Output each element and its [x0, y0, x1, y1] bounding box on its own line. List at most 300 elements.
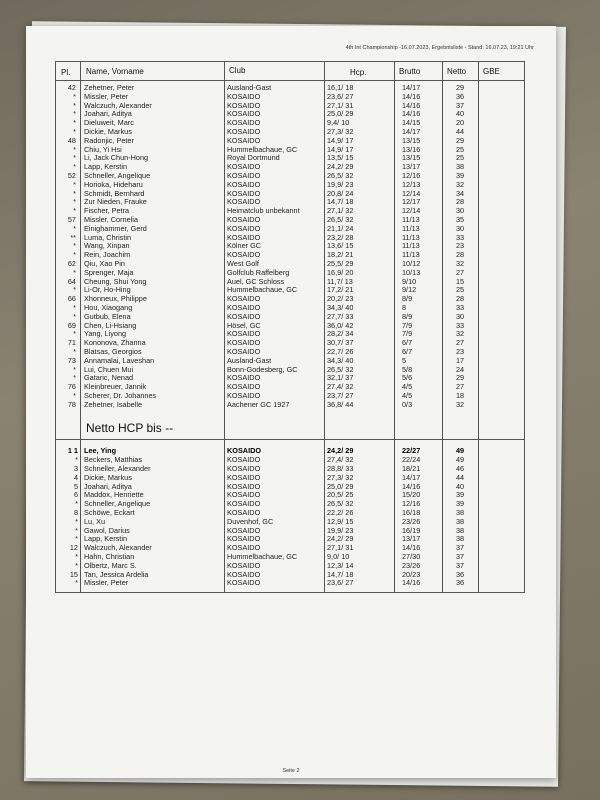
cell-brutto: 13/17: [402, 534, 421, 544]
cell-hcp: 14,7/ 18: [327, 569, 354, 579]
cell-hcp: 34,3/ 40: [327, 302, 354, 312]
cell-netto: 36: [455, 91, 465, 101]
cell-name: Dickie, Markus: [84, 472, 132, 482]
cell-club: KOSAIDO: [227, 472, 261, 482]
cell-pl: *: [73, 241, 76, 251]
cell-club: West Golf: [227, 258, 259, 268]
cell-netto: 36: [455, 578, 465, 588]
cell-name: Chiu, Yi Hsi: [84, 144, 122, 154]
ranking-list: [56, 81, 524, 409]
cell-club: KOSAIDO: [227, 311, 261, 321]
cell-name: Lapp, Kerstin: [84, 162, 127, 172]
cell-club: KOSAIDO: [227, 170, 261, 180]
cell-hcp: 25,5/ 29: [327, 258, 354, 268]
cell-club: KOSAIDO: [227, 446, 262, 456]
section-netto-title: [56, 417, 524, 440]
cell-hcp: 14,9/ 17: [327, 135, 354, 145]
cell-pl: 15: [69, 569, 78, 579]
cell-name: Scherer, Dr. Johannes: [84, 390, 157, 400]
cell-hcp: 21,1/ 24: [327, 223, 354, 233]
cell-brutto: 13/15: [402, 135, 421, 145]
cell-netto: 44: [455, 472, 465, 482]
cell-club: KOSAIDO: [227, 543, 261, 553]
cell-club: KOSAIDO: [227, 390, 261, 400]
cell-hcp: 22,2/ 26: [327, 508, 354, 518]
cell-netto: 25: [455, 285, 465, 295]
cell-pl: 78: [67, 399, 76, 409]
cell-name: Missler, Peter: [84, 91, 129, 101]
cell-brutto: 27/30: [402, 552, 421, 562]
cell-club: KOSAIDO: [227, 126, 261, 136]
cell-name: Dieluweit, Marc: [84, 118, 134, 128]
cell-brutto: 12/16: [402, 170, 421, 180]
cell-brutto: 9/10: [402, 276, 417, 286]
cell-brutto: 8: [402, 302, 407, 312]
cell-hcp: 11,7/ 13: [327, 276, 353, 286]
col-brutto: Brutto: [399, 67, 421, 76]
cell-netto: 38: [455, 508, 465, 518]
cell-netto: 33: [455, 320, 465, 330]
cell-pl: *: [73, 144, 76, 154]
cell-brutto: 11/13: [402, 241, 420, 251]
cell-hcp: 9,0/ 10: [327, 552, 350, 562]
cell-pl: 71: [67, 338, 76, 348]
cell-name: Zehetner, Peter: [84, 83, 135, 92]
cell-brutto: 16/18: [402, 508, 421, 518]
cell-brutto: 16/19: [402, 525, 421, 535]
cell-pl: *: [73, 390, 76, 400]
cell-netto: 39: [455, 490, 465, 500]
cell-name: Kleinbreuer, Jannik: [84, 382, 147, 392]
cell-netto: 38: [455, 162, 465, 172]
cell-club: KOSAIDO: [227, 455, 261, 465]
cell-netto: 37: [455, 100, 465, 110]
table-row: [56, 401, 524, 410]
cell-hcp: 26,5/ 32: [327, 499, 354, 509]
cell-netto: 38: [455, 525, 465, 535]
cell-pl: 3: [73, 464, 78, 474]
cell-pl: *: [73, 285, 76, 295]
cell-netto: 25: [455, 153, 465, 163]
cell-club: Hösel, GC: [227, 320, 261, 330]
cell-club: Auel, GC Schloss: [227, 276, 285, 286]
cell-name: Chen, Li-Hsiang: [84, 320, 137, 330]
cell-brutto: 14/15: [402, 118, 421, 128]
cell-club: Hummelbachaue, GC: [227, 144, 298, 154]
cell-pl: 5: [73, 481, 78, 491]
cell-club: KOSAIDO: [227, 481, 261, 491]
cell-hcp: 26,5/ 32: [327, 364, 354, 374]
cell-netto: 38: [455, 516, 465, 526]
cell-name: Luma, Christin: [84, 232, 132, 242]
cell-pl: *: [75, 455, 78, 465]
cell-netto: 24: [455, 364, 465, 374]
cell-brutto: 18/21: [402, 464, 421, 474]
cell-brutto: 22/27: [402, 446, 421, 456]
col-netto: Netto: [447, 67, 467, 76]
cell-netto: 30: [455, 223, 465, 233]
cell-pl: *: [73, 197, 76, 207]
cell-club: KOSAIDO: [227, 91, 261, 101]
cell-brutto: 5/8: [402, 364, 413, 374]
cell-name: Missler, Peter: [84, 578, 129, 588]
cell-brutto: 14/16: [402, 91, 421, 101]
cell-brutto: 6/7: [402, 338, 413, 348]
cell-pl: 57: [67, 214, 76, 224]
cell-netto: 33: [455, 302, 465, 312]
cell-name: Blatsas, Georgios: [84, 346, 142, 356]
cell-brutto: 12/14: [402, 206, 421, 216]
cell-brutto: 4/5: [402, 390, 413, 400]
cell-pl: **: [70, 232, 76, 242]
cell-brutto: 10/12: [402, 258, 421, 268]
cell-brutto: 12/17: [402, 197, 421, 207]
cell-name: Tan, Jessica Ardelia: [84, 569, 149, 579]
cell-brutto: 23/26: [402, 560, 421, 570]
results-table: [55, 61, 525, 593]
cell-name: Joahari, Aditya: [84, 109, 132, 119]
cell-brutto: 13/16: [402, 144, 421, 154]
cell-hcp: 19,9/ 23: [327, 179, 354, 189]
cell-hcp: 19,9/ 23: [327, 525, 354, 535]
cell-hcp: 25,0/ 29: [327, 109, 354, 119]
cell-hcp: 14,7/ 18: [327, 197, 354, 207]
cell-name: Zehetner, Isabelle: [84, 399, 143, 409]
cell-hcp: 12,9/ 15: [327, 516, 354, 526]
cell-name: Missler, Cornelia: [84, 214, 138, 224]
cell-netto: 25: [455, 144, 465, 154]
cell-pl: 52: [67, 170, 76, 180]
cell-name: Rein, Joachim: [84, 250, 131, 260]
cell-netto: 23: [455, 241, 465, 251]
cell-netto: 27: [455, 338, 465, 348]
cell-brutto: 11/13: [402, 250, 420, 260]
cell-name: Zur Nieden, Frauke: [84, 197, 147, 207]
cell-hcp: 14,9/ 17: [327, 144, 354, 154]
cell-brutto: 14/16: [402, 481, 421, 491]
cell-name: Joahari, Aditya: [84, 481, 132, 491]
table-row: [56, 509, 524, 518]
cell-netto: 34: [455, 188, 465, 198]
cell-club: KOSAIDO: [227, 118, 261, 128]
cell-club: Duvenhof, GC: [227, 516, 274, 526]
cell-club: KOSAIDO: [227, 490, 261, 500]
cell-brutto: 10/13: [402, 267, 421, 277]
cell-hcp: 12,3/ 14: [327, 560, 354, 570]
cell-brutto: 14/16: [402, 109, 421, 119]
cell-hcp: 27,1/ 32: [327, 206, 354, 216]
cell-brutto: 12/14: [402, 188, 421, 198]
cell-pl: *: [75, 499, 78, 509]
cell-hcp: 26,5/ 32: [327, 170, 354, 180]
cell-name: Kononova, Zhanna: [84, 338, 146, 348]
cell-netto: 33: [455, 232, 465, 242]
cell-pl: 62: [67, 258, 76, 268]
cell-pl: *: [73, 91, 76, 101]
cell-hcp: 36,8/ 44: [327, 399, 354, 409]
cell-netto: 37: [455, 560, 465, 570]
cell-name: Sprenger, Maja: [84, 267, 134, 277]
cell-club: KOSAIDO: [227, 499, 261, 509]
cell-pl: 76: [67, 382, 76, 392]
cell-club: Aachener GC 1927: [227, 399, 290, 409]
cell-name: Gataric, Nenad: [84, 373, 134, 383]
cell-netto: 23: [455, 346, 465, 356]
cell-club: KOSAIDO: [227, 338, 261, 348]
col-club: Club: [229, 66, 246, 75]
cell-netto: 18: [455, 390, 465, 400]
cell-pl: *: [73, 179, 76, 189]
cell-netto: 35: [455, 214, 465, 224]
cell-netto: 40: [455, 481, 465, 491]
cell-brutto: 14/17: [402, 126, 421, 136]
cell-brutto: 22/24: [402, 455, 421, 465]
cell-name: Wang, Xinpan: [84, 241, 130, 251]
cell-netto: 37: [455, 552, 465, 562]
cell-pl: *: [73, 223, 76, 233]
cell-pl: 12: [69, 543, 78, 553]
cell-brutto: 20/23: [402, 569, 421, 579]
cell-hcp: 23,6/ 27: [327, 91, 354, 101]
cell-club: KOSAIDO: [227, 464, 261, 474]
cell-club: KOSAIDO: [227, 382, 261, 392]
cell-hcp: 27,1/ 31: [327, 100, 354, 110]
cell-name: Qiu, Xao Pin: [84, 258, 125, 268]
cell-brutto: 9/12: [402, 285, 417, 295]
cell-club: Hummelbachaue, GC: [227, 285, 298, 295]
cell-pl: *: [73, 346, 76, 356]
cell-club: Ausland-Gast: [227, 83, 272, 92]
section-title-text: Netto HCP bis --: [86, 421, 174, 436]
cell-brutto: 13/15: [402, 153, 421, 163]
cell-brutto: 23/26: [402, 516, 421, 526]
cell-hcp: 13,5/ 15: [327, 153, 354, 163]
netto-ranking-list: [56, 440, 524, 592]
cell-club: Golfclub Raffelberg: [227, 267, 290, 277]
cell-netto: 29: [455, 373, 465, 383]
cell-pl: 1 1: [67, 446, 78, 456]
cell-pl: *: [75, 552, 78, 562]
cell-club: Heimatclub unbekannt: [227, 206, 300, 216]
cell-netto: 39: [455, 499, 465, 509]
cell-pl: 6: [73, 490, 78, 500]
cell-name: Hou, Xiaogang: [84, 302, 133, 312]
cell-club: Hummelbachaue, GC: [227, 552, 298, 562]
cell-netto: 29: [455, 83, 465, 92]
cell-name: Lee, Ying: [84, 446, 117, 456]
cell-club: KOSAIDO: [227, 232, 261, 242]
cell-netto: 32: [455, 179, 465, 189]
cell-hcp: 25,0/ 29: [327, 481, 354, 491]
cell-name: Beckers, Matthias: [84, 455, 142, 465]
cell-netto: 39: [455, 170, 465, 180]
cell-hcp: 23,2/ 28: [327, 232, 354, 242]
cell-hcp: 27,3/ 32: [327, 472, 354, 482]
cell-name: Hahn, Christian: [84, 552, 135, 562]
cell-pl: 64: [67, 276, 76, 286]
cell-netto: 27: [455, 267, 465, 277]
cell-netto: 15: [455, 276, 465, 286]
cell-pl: *: [73, 126, 76, 136]
cell-pl: *: [75, 578, 78, 588]
cell-name: Schöwe, Eckart: [84, 508, 135, 518]
cell-netto: 38: [455, 534, 465, 544]
cell-hcp: 20,2/ 23: [327, 294, 354, 304]
cell-brutto: 11/13: [402, 214, 420, 224]
cell-name: Fischer, Petra: [84, 206, 130, 216]
cell-netto: 28: [455, 294, 465, 304]
cell-netto: 28: [455, 250, 465, 260]
cell-pl: 73: [67, 355, 76, 365]
cell-hcp: 32,1/ 37: [327, 373, 354, 383]
cell-hcp: 23,6/ 27: [327, 578, 354, 588]
cell-brutto: 4/5: [402, 382, 413, 392]
cell-hcp: 16,1/ 18: [327, 83, 354, 92]
cell-name: Schneller, Alexander: [84, 464, 151, 474]
cell-hcp: 30,7/ 37: [327, 338, 354, 348]
cell-club: KOSAIDO: [227, 100, 261, 110]
table-row: [56, 579, 524, 588]
cell-hcp: 20,5/ 25: [327, 490, 354, 500]
cell-hcp: 17,2/ 21: [327, 285, 354, 295]
cell-club: KOSAIDO: [227, 197, 261, 207]
cell-pl: *: [75, 516, 78, 526]
cell-name: Li, Jack Chun-Hong: [84, 153, 149, 163]
table-row: [56, 322, 524, 331]
cell-pl: *: [73, 109, 76, 119]
cell-club: KOSAIDO: [227, 329, 261, 339]
cell-brutto: 7/9: [402, 329, 413, 339]
cell-pl: *: [73, 364, 76, 374]
cell-brutto: 11/13: [402, 223, 420, 233]
cell-hcp: 24,2/ 29: [327, 534, 354, 544]
cell-hcp: 36,0/ 42: [327, 320, 354, 330]
cell-name: Olbertz, Marc S.: [84, 560, 137, 570]
cell-brutto: 11/13: [402, 232, 420, 242]
cell-netto: 46: [455, 464, 465, 474]
cell-name: Schneller, Angelique: [84, 170, 151, 180]
cell-name: Yang, Liyong: [84, 329, 127, 339]
cell-pl: *: [73, 100, 76, 110]
cell-hcp: 23,7/ 27: [327, 390, 354, 400]
cell-hcp: 28,2/ 34: [327, 329, 354, 339]
cell-brutto: 0/3: [402, 399, 413, 409]
cell-netto: 37: [455, 543, 465, 553]
cell-brutto: 12/16: [402, 499, 421, 509]
cell-hcp: 13,6/ 15: [327, 241, 354, 251]
cell-club: Bonn-Godesberg, GC: [227, 364, 298, 374]
cell-club: KOSAIDO: [227, 135, 261, 145]
cell-netto: 40: [455, 109, 465, 119]
cell-brutto: 14/16: [402, 578, 421, 588]
cell-pl: *: [73, 188, 76, 198]
cell-club: KOSAIDO: [227, 250, 261, 260]
cell-name: Einighammer, Gerd: [84, 223, 147, 233]
cell-club: KOSAIDO: [227, 569, 261, 579]
cell-pl: *: [73, 162, 76, 172]
cell-pl: *: [75, 560, 78, 570]
cell-hcp: 24,2/ 29: [327, 446, 354, 456]
cell-brutto: 7/9: [402, 320, 413, 330]
cell-brutto: 8/9: [402, 311, 413, 321]
cell-pl: 42: [67, 83, 76, 92]
cell-brutto: 14/16: [402, 543, 421, 553]
cell-club: Kölner GC: [227, 241, 262, 251]
cell-hcp: 18,2/ 21: [327, 250, 354, 260]
cell-pl: *: [75, 534, 78, 544]
cell-netto: 30: [455, 311, 465, 321]
table-row: [56, 251, 524, 260]
cell-netto: 29: [455, 135, 465, 145]
cell-brutto: 5: [402, 355, 407, 365]
cell-pl: 8: [73, 508, 78, 518]
cell-netto: 36: [455, 569, 465, 579]
cell-name: Walczuch, Alexander: [84, 100, 152, 110]
cell-pl: *: [73, 302, 76, 312]
cell-pl: 69: [67, 320, 76, 330]
cell-pl: *: [73, 329, 76, 339]
cell-club: KOSAIDO: [227, 346, 261, 356]
cell-name: Li-Or, Ho-Hing: [84, 285, 131, 295]
cell-netto: 20: [455, 118, 465, 128]
cell-club: KOSAIDO: [227, 294, 261, 304]
cell-club: KOSAIDO: [227, 223, 261, 233]
cell-netto: 32: [455, 258, 465, 268]
cell-netto: 32: [455, 399, 465, 409]
cell-pl: *: [73, 153, 76, 163]
cell-club: KOSAIDO: [227, 560, 261, 570]
cell-club: KOSAIDO: [227, 534, 261, 544]
cell-club: Royal Dortmund: [227, 153, 280, 163]
cell-netto: 32: [455, 329, 465, 339]
cell-club: KOSAIDO: [227, 188, 261, 198]
cell-hcp: 27,3/ 32: [327, 126, 354, 136]
cell-pl: *: [73, 311, 76, 321]
cell-pl: *: [73, 267, 76, 277]
cell-brutto: 8/9: [402, 294, 413, 304]
page-number: Seite 2: [282, 768, 300, 774]
cell-pl: *: [73, 373, 76, 383]
cell-hcp: 22,7/ 26: [327, 346, 354, 356]
cell-brutto: 14/16: [402, 100, 421, 110]
cell-netto: 28: [455, 197, 465, 207]
cell-netto: 27: [455, 382, 465, 392]
cell-pl: *: [75, 525, 78, 535]
cell-brutto: 12/13: [402, 179, 421, 189]
cell-club: KOSAIDO: [227, 373, 261, 383]
cell-brutto: 14/17: [402, 83, 421, 92]
cell-pl: *: [73, 206, 76, 216]
cell-netto: 49: [455, 455, 465, 465]
cell-name: Schneller, Angelique: [84, 499, 151, 509]
cell-club: KOSAIDO: [227, 302, 261, 312]
cell-name: Cheung, Shui Yong: [84, 276, 147, 286]
col-hcp: Hcp.: [350, 68, 367, 77]
cell-pl: 66: [67, 294, 76, 304]
cell-hcp: 27,4/ 32: [327, 455, 354, 465]
cell-name: Lapp, Kerstin: [84, 534, 127, 544]
cell-brutto: 15/20: [402, 490, 421, 500]
cell-club: KOSAIDO: [227, 525, 261, 535]
table-header: [56, 62, 524, 81]
cell-pl: 4: [73, 472, 78, 482]
cell-name: Xhonneux, Philippe: [84, 294, 147, 304]
cell-name: Lu, Xu: [84, 516, 106, 526]
col-gbe: GBE: [483, 67, 500, 76]
page-header: 4th Int Championship -16.07.2023, Ergebnisliste - Stand: 16.07.23, 19:21 Uhr: [345, 45, 534, 51]
cell-name: Dickie, Markus: [84, 126, 132, 136]
cell-netto: 44: [455, 126, 465, 136]
